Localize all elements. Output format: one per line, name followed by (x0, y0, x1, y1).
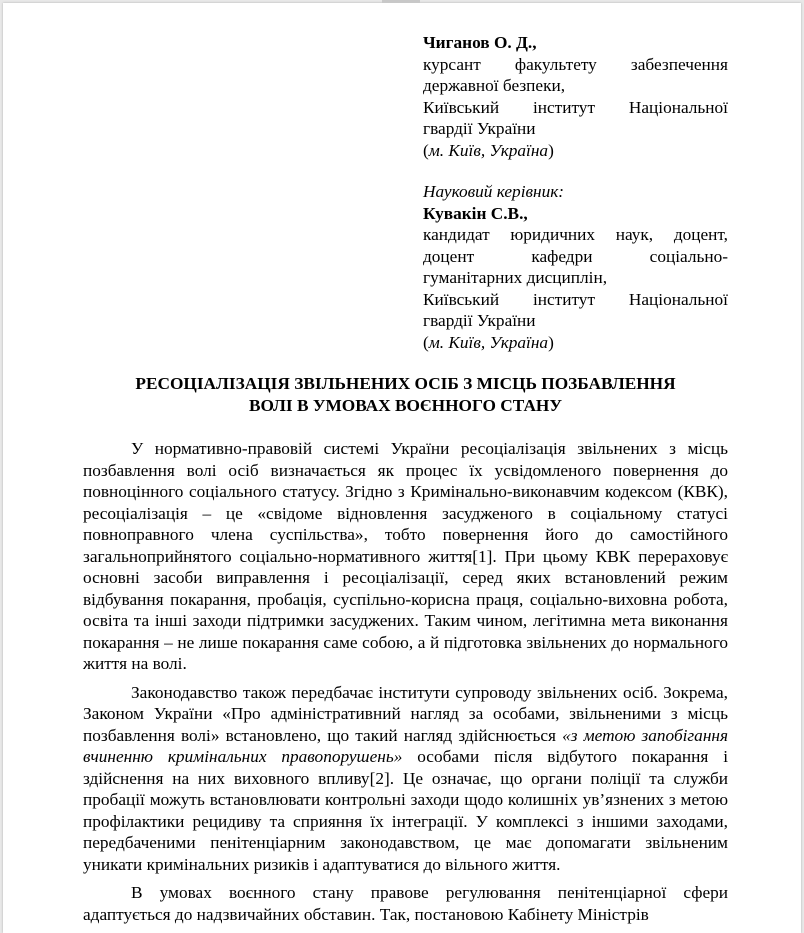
article-title-line2: ВОЛІ В УМОВАХ ВОЄННОГО СТАНУ (248, 395, 563, 415)
supervisor-degree-line2: доцент кафедри соціально- (423, 246, 728, 266)
paragraph-1: У нормативно-правовій системі України ресоціалізація звільнених з місць позбавлення волі осіб визначається як процес їх усвідомленого повернення до повноцінного соціального статусу. Згідно з Кримінально-виконавчим кодексом (КВК), ресоціалізація – це «свідоме відновлення засудженого в соціальному статусі повноправного члена суспільства», тобто повернення його до самостійного загальноприйнятого соціально-нормативного життя[1]. При цьому КВК перераховує основні засоби виправлення і ресоціалізації, серед яких встановлений режим відбування покарання, пробація, суспільно-корисна праця, соціально-виховна робота, освіта та інші заходи підтримки засуджених. Таким чином, легітимна мета виконання покарання – не лише покарання саме собою, а й підготовка звільнених до нормального життя на волі. (83, 439, 728, 673)
supervisor-degree-line1: кандидат юридичних наук, доцент, (423, 225, 728, 244)
paragraph-2-quote: «з метою запобігання вчиненню кримінальних правопорушень» (83, 725, 728, 766)
page-top-marker (382, 0, 420, 3)
author-city: (м. Київ, Україна) (423, 140, 554, 160)
supervisor-degree-line3: гуманітарних дисциплін, (423, 268, 608, 287)
author-institution-line1: Київський інститут Національної (423, 97, 728, 117)
supervisor-city: (м. Київ, Україна) (423, 332, 554, 352)
document-page (3, 3, 801, 933)
supervisor-name: Кувакін С.В., (423, 203, 528, 223)
article-title-line1: РЕСОЦІАЛІЗАЦІЯ ЗВІЛЬНЕНИХ ОСІБ З МІСЦЬ ПОЗБАВЛЕННЯ (135, 374, 676, 393)
article-title (83, 373, 728, 416)
supervisor-block (423, 181, 728, 353)
paragraph-2: Законодавство також передбачає інститути супроводу звільнених осіб. Зокрема, Законом України «Про адміністративний нагляд за особами, звільненими з місць позбавлення волі» встановлено, що такий нагляд здійснюється «з метою запобігання вчиненню кримінальних правопорушень» особами після відбутого покарання і здійснення на них виховного впливу[2]. Це означає, що органи поліції та служби пробації можуть встановлювати контрольні заходи щодо колишніх ув’язнених з метою профілактики рецидиву та сприяння їх інтеграції. У комплексі з іншими заходами, передбаченими пенітенціарним законодавством, це має допомагати звільненим уникати кримінальних ризиків і адаптуватися до вільного життя. (83, 682, 728, 874)
author-name: Чиганов О. Д., (423, 33, 537, 52)
author-block (423, 32, 728, 161)
supervisor-institution-line2: гвардії України (423, 311, 536, 330)
paragraph-3: В умовах воєнного стану правове регулювання пенітенціарної сфери адаптується до надзвичайних обставин. Так, постановою Кабінету Міністрів (83, 883, 728, 924)
supervisor-institution-line1: Київський інститут Національної (423, 289, 728, 309)
author-position-line1: курсант факультету забезпечення (423, 54, 728, 74)
author-institution-line2: гвардії України (423, 119, 536, 138)
author-position-line2: державної безпеки, (423, 76, 566, 95)
supervisor-label: Науковий керівник: (423, 182, 565, 201)
article-body (83, 438, 728, 925)
